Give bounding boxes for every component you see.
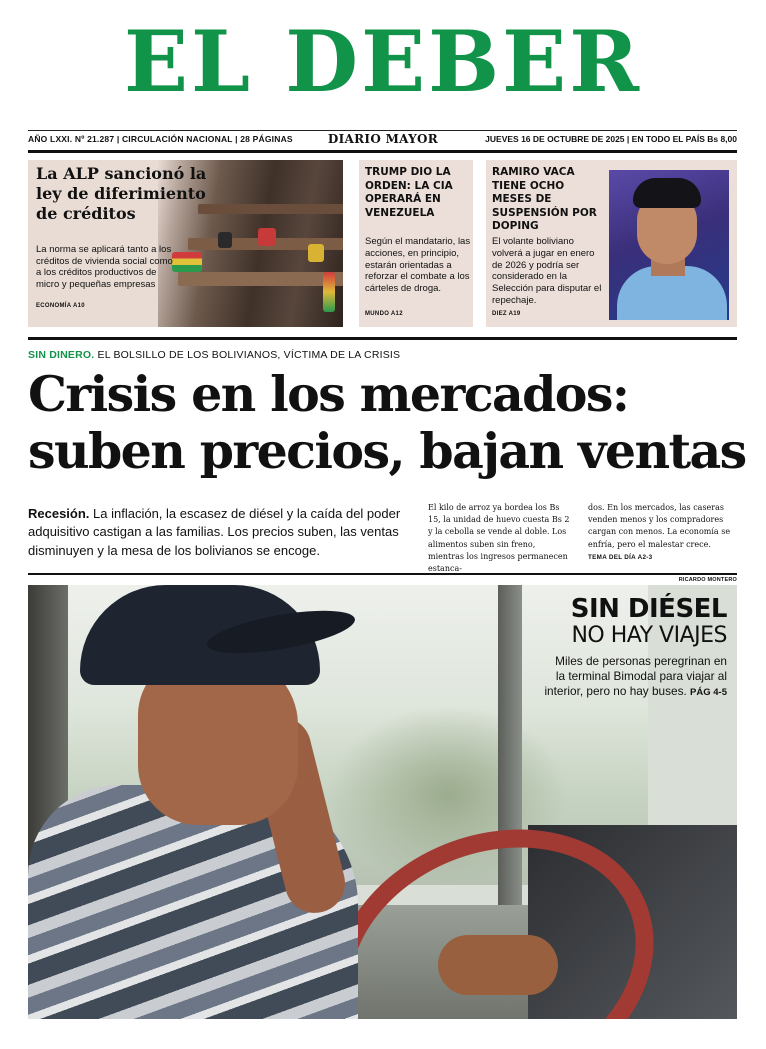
page-ref-number: A2-3	[637, 553, 653, 561]
page-ref-label: TEMA DEL DÍA	[588, 553, 636, 561]
issue-price: EN TODO EL PAÍS Bs 8,00	[631, 134, 737, 144]
driver-hand	[438, 935, 558, 995]
main-headline[interactable]	[28, 366, 748, 480]
photo-page-reference[interactable]: PÁG 4-5	[690, 687, 727, 698]
teaser-title: La ALP sancionó la ley de diferimiento de créditos	[36, 164, 207, 223]
photo-headline-1: SIN DIÉSEL	[570, 594, 727, 624]
photo-headline-2: NO HAY VIAJES	[571, 623, 727, 648]
deck-lead: Recesión.	[28, 506, 90, 521]
section-rule	[28, 337, 737, 340]
section-name: DIEZ	[492, 311, 507, 317]
section-page: A19	[508, 311, 521, 317]
deck-text: La inflación, la escasez de diésel y la caída del poder adquisitivo castigan a las familias. Los precios suben, las ventas disminuyen y la mesa de los bolivianos se encoge.	[28, 506, 401, 558]
section-name: ECONOMÍA	[36, 303, 72, 309]
teaser-section	[36, 303, 85, 309]
issue-date: JUEVES 16 DE OCTUBRE DE 2025 |	[485, 134, 630, 144]
section-name: MUNDO	[365, 311, 390, 317]
photo-top-rule	[28, 573, 737, 575]
body-column-1: El kilo de arroz ya bordea los Bs 15, la unidad de huevo cuesta Bs 2 y la cebolla se vende al doble. Los alimentos suben sin freno, mientras los ingresos permanecen estanca-	[428, 503, 570, 574]
teaser-trump[interactable]	[359, 160, 473, 327]
body-column-2-text: dos. En los mercados, las caseras venden menos y los compradores cargan con menos. La economía se enfría, pero el malestar crece.	[588, 503, 731, 549]
main-photo[interactable]	[28, 585, 737, 1019]
teaser-body: El volante boliviano volverá a jugar en enero de 2026 y podría ser considerado en la Selección para disputar el repechaje.	[492, 236, 602, 306]
info-strip-top-rule	[28, 130, 737, 131]
teaser-title: TRUMP DIO LA ORDEN: LA CIA OPERARÁ EN VENEZUELA	[365, 166, 453, 219]
teaser-body: Según el mandatario, las acciones, en principio, estarán orientadas a reforzar el combate a los cárteles de droga.	[365, 236, 471, 295]
page-reference[interactable]	[588, 554, 652, 561]
photo-caption	[543, 654, 727, 700]
section-page: A12	[390, 311, 403, 317]
masthead-logo: EL DEBER	[123, 12, 643, 111]
kicker-label: SIN DINERO.	[28, 349, 95, 361]
headline-line-1: Crisis en los mercados:	[28, 365, 629, 423]
kicker	[28, 349, 400, 361]
tagline: DIARIO MAYOR	[327, 132, 439, 146]
teaser-title: RAMIRO VACA TIENE OCHO MESES DE SUSPENSIÓN POR DOPING	[492, 166, 597, 232]
section-page: A10	[72, 303, 85, 309]
body-column-2	[588, 502, 738, 564]
teaser-ramiro-vaca[interactable]	[486, 160, 737, 327]
deck	[28, 505, 412, 560]
player-photo	[609, 170, 729, 320]
headline-line-2: suben precios, bajan ventas	[28, 422, 746, 480]
photo-credit: RICARDO MONTERO	[678, 577, 737, 583]
kicker-text: EL BOLSILLO DE LOS BOLIVIANOS, VÍCTIMA DE LA CRISIS	[97, 349, 401, 361]
teaser-section	[492, 311, 521, 317]
info-strip-bottom-rule	[28, 150, 737, 153]
teaser-section	[365, 311, 403, 317]
teaser-alp[interactable]	[28, 160, 343, 327]
photo-caption-text: Miles de personas peregrinan en la terminal Bimodal para viajar al interior, pero no hay buses.	[544, 654, 727, 698]
teaser-body: La norma se aplicará tanto a los créditos de vivienda social como a los créditos productivos de micro y pequeñas empresas	[36, 244, 173, 290]
date-price	[485, 134, 737, 144]
edition-info: AÑO LXXI. Nº 21.287 | CIRCULACIÓN NACIONAL | 28 PÁGINAS	[28, 134, 293, 144]
